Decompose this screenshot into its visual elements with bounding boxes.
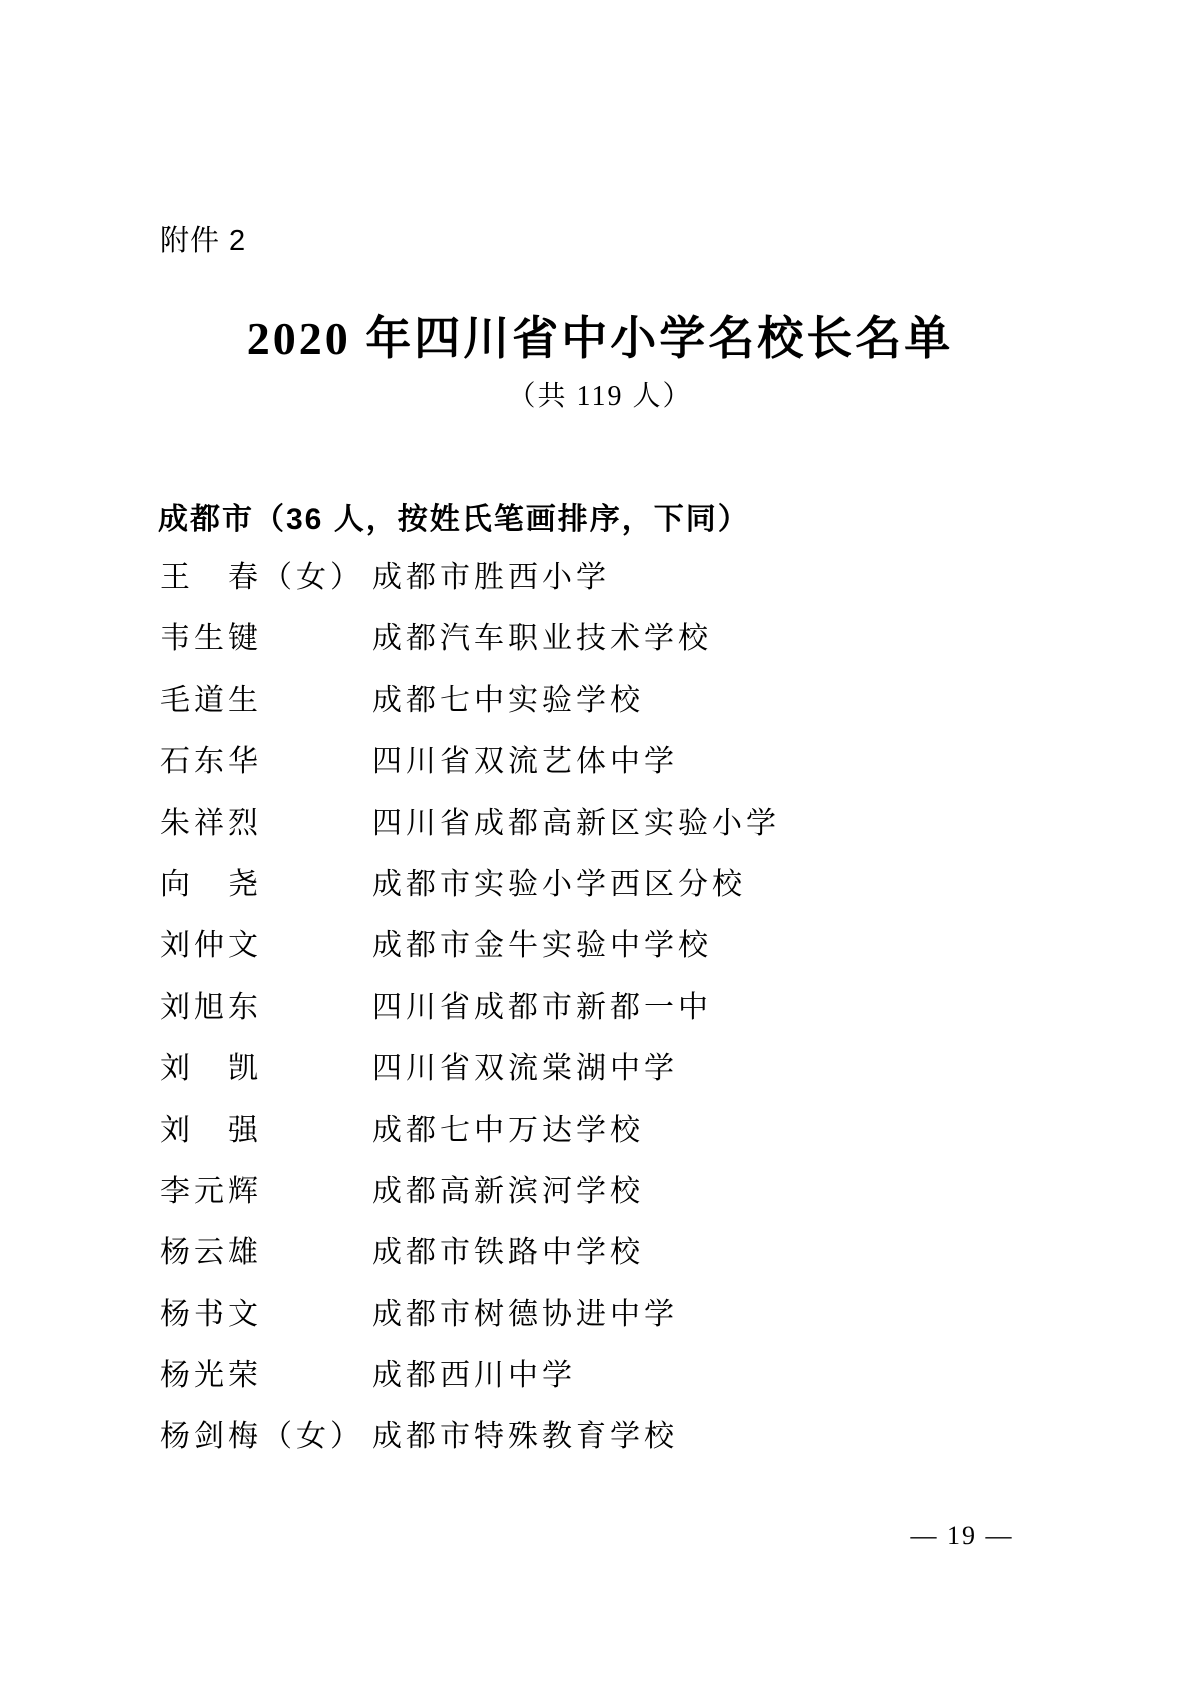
principal-name-cell [160, 1113, 372, 1149]
principal-name: 刘仲文 [160, 929, 262, 963]
page-title: 2020 年四川省中小学名校长名单 [246, 313, 954, 364]
roster-row-6 [160, 867, 1080, 928]
principal-name-cell [160, 928, 372, 964]
school-name: 四川省双流艺体中学 [372, 745, 678, 779]
principal-name: 朱祥烈 [160, 806, 262, 840]
principal-name: 石东华 [160, 745, 262, 779]
roster-row-12 [160, 1235, 1080, 1296]
principal-name: 杨剑梅 [160, 1420, 262, 1454]
school-name: 成都市树德协进中学 [372, 1297, 678, 1331]
school-name: 成都市实验小学西区分校 [372, 867, 746, 901]
school-name: 成都市金牛实验中学校 [372, 929, 712, 963]
roster-row-13 [160, 1297, 1080, 1358]
principal-name-cell [160, 867, 372, 903]
principal-name: 刘旭东 [160, 990, 262, 1024]
principal-name-cell [160, 1235, 372, 1271]
roster-row-10 [160, 1113, 1080, 1174]
school-name: 成都高新滨河学校 [372, 1174, 644, 1208]
principal-name-cell [160, 1174, 372, 1210]
school-name: 成都西川中学 [372, 1359, 576, 1393]
school-name: 四川省双流棠湖中学 [372, 1052, 678, 1086]
principal-name-cell [160, 621, 372, 657]
principal-name-cell [160, 1297, 372, 1333]
roster-row-1 [160, 560, 1080, 621]
school-name: 成都市胜西小学 [372, 561, 610, 594]
page-number: — 19 — [910, 1521, 1014, 1550]
school-name: 成都市铁路中学校 [372, 1236, 644, 1270]
roster-row-7 [160, 928, 1080, 989]
school-name: 成都七中万达学校 [372, 1113, 644, 1147]
principal-name-cell [160, 683, 372, 719]
principal-name: 韦生键 [160, 622, 262, 656]
school-name: 成都市特殊教育学校 [372, 1420, 678, 1454]
school-name: 四川省成都高新区实验小学 [372, 806, 780, 840]
roster-row-9 [160, 1051, 1080, 1112]
principal-name: 王 春 [160, 561, 262, 594]
roster-row-3 [160, 683, 1080, 744]
roster-row-8 [160, 990, 1080, 1051]
attachment-label: 附件 2 [160, 225, 247, 257]
principal-name: 李元辉 [160, 1174, 262, 1208]
principal-name: 向 尧 [160, 867, 262, 901]
principal-name-cell [160, 1358, 372, 1394]
school-name: 成都汽车职业技术学校 [372, 622, 712, 656]
school-name: 四川省成都市新都一中 [372, 990, 712, 1024]
principal-name-cell [160, 806, 372, 842]
roster-row-14 [160, 1358, 1080, 1419]
principal-name-cell [160, 1419, 372, 1455]
principal-roster [160, 560, 1080, 1481]
principal-name: 刘 强 [160, 1113, 262, 1147]
principal-name: 杨光荣 [160, 1359, 262, 1393]
principal-name: 杨云雄 [160, 1236, 262, 1270]
section-heading-chengdu: 成都市（36 人，按姓氏笔画排序，下同） [158, 503, 750, 536]
roster-row-15 [160, 1419, 1080, 1480]
roster-row-2 [160, 621, 1080, 682]
principal-name: 刘 凯 [160, 1052, 262, 1086]
principal-name: 毛道生 [160, 683, 262, 717]
roster-row-5 [160, 806, 1080, 867]
principal-name-cell [160, 560, 372, 596]
school-name: 成都七中实验学校 [372, 683, 644, 717]
roster-row-4 [160, 744, 1080, 805]
gender-note: （女） [262, 1420, 364, 1454]
principal-name-cell [160, 990, 372, 1026]
page-subtitle: （共 119 人） [507, 381, 693, 412]
principal-name-cell [160, 1051, 372, 1087]
principal-name-cell [160, 744, 372, 780]
gender-note: （女） [262, 561, 364, 594]
principal-name: 杨书文 [160, 1297, 262, 1331]
roster-row-11 [160, 1174, 1080, 1235]
